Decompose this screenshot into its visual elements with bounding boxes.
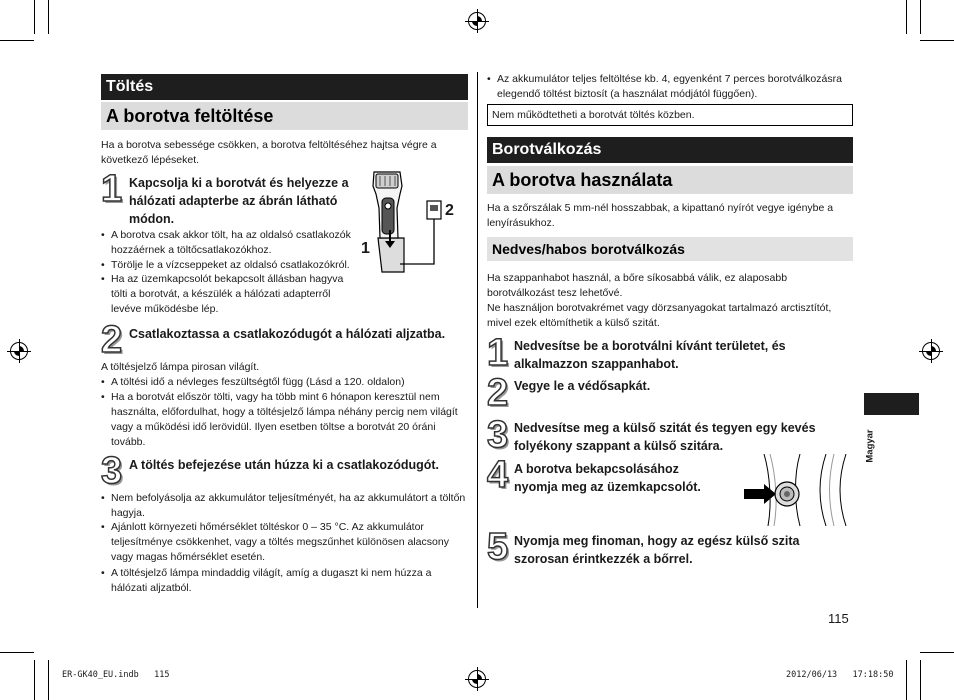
step-number: 5	[487, 526, 509, 568]
step-number: 2	[101, 319, 123, 361]
step-title: Nyomja meg finoman, hogy az egész külső szita szorosan érintkezzék a bőrrel.	[514, 534, 800, 566]
step-number: 3	[101, 450, 123, 492]
intro-text: Ha a szőrszálak 5 mm-nél hosszabbak, a kipattanó nyírót vegye igénybe a lenyírásukhoz.	[487, 202, 834, 229]
power-switch-illustration	[742, 454, 854, 526]
crop-mark	[920, 652, 954, 653]
heading-charging: A borotva feltöltése	[101, 102, 468, 130]
footer-file: ER-GK40_EU.indb 115	[62, 670, 170, 680]
step-title: Nedvesítse meg a külső szitát és tegyen egy kevés folyékony szappant a külső szitára.	[514, 421, 816, 453]
crop-mark	[920, 40, 954, 41]
crop-mark	[920, 0, 921, 34]
crop-mark	[34, 0, 35, 34]
subheading-wet-shaving: Nedves/habos borotválkozás	[487, 237, 853, 261]
step-number: 4	[487, 454, 509, 496]
footer-datetime: 2012/06/13 17:18:50	[786, 670, 894, 680]
figure-label: 1	[361, 240, 370, 257]
crop-mark	[906, 660, 907, 700]
crop-mark	[34, 660, 35, 700]
bullet-item: • A töltési idő a névleges feszültségtől függ (Lásd a 120. oldalon)	[101, 375, 468, 390]
shaver-charging-illustration	[360, 168, 470, 280]
registration-mark-icon	[468, 12, 486, 30]
bullet-item: • A töltésjelző lámpa mindaddig világít, amíg a dugaszt ki nem húzza a hálózati aljzatból.	[101, 566, 468, 596]
bullet-item: • Ajánlott környezeti hőmérséklet töltéskor 0 – 35 °C. Az akkumulátor teljesítménye csökkenhet, vagy a töltés megszűnhet különösen alacsony vagy magas hőmérséklet esetén.	[101, 520, 468, 565]
registration-mark-icon	[10, 342, 28, 360]
crop-mark	[920, 660, 921, 700]
registration-mark-icon	[922, 342, 940, 360]
language-label-text: Magyar	[864, 429, 876, 463]
intro-text: Ha a borotva sebessége csökken, a borotva feltöltéséhez hajtsa végre a következő lépéseket.	[101, 139, 437, 166]
heading-shaving: A borotva használata	[487, 166, 853, 194]
crop-mark	[48, 0, 49, 34]
bullet-item: • Ha a borotvát először tölti, vagy ha több mint 6 hónapon keresztül nem használta, előfordulhat, hogy a töltésjelző lámpa néhány percig nem világít vagy a működési idő lerövidül. Ilyen esetben töltse a borotvát 20 óráni tovább.	[101, 390, 468, 450]
step-number: 1	[101, 168, 123, 210]
registration-mark-icon	[468, 670, 486, 688]
page-number: 115	[828, 611, 849, 626]
step-text: A töltésjelző lámpa pirosan világít.	[101, 361, 260, 373]
bullet-item: • Törölje le a vízcseppeket az oldalsó csatlakozókról.	[101, 258, 357, 273]
step-number: 3	[487, 414, 509, 456]
step-title: Vegye le a védősapkát.	[514, 379, 651, 393]
column-divider	[477, 72, 478, 608]
section-title-charging: Töltés	[101, 74, 468, 100]
crop-mark	[0, 40, 34, 41]
step-title: A töltés befejezése után húzza ki a csatlakozódugót.	[129, 458, 440, 472]
crop-mark	[906, 0, 907, 34]
note-box: Nem működtetheti a borotvát töltés közben.	[487, 104, 853, 126]
language-label	[858, 426, 882, 466]
crop-mark	[48, 660, 49, 700]
figure-label: 2	[445, 202, 454, 219]
body-text: Ha szappanhabot használ, a bőre síkosabbá válik, ez alaposabb borotválkozást tesz lehetővé.	[487, 272, 788, 299]
step-title: Csatlakoztassa a csatlakozódugót a hálózati aljzatba.	[129, 327, 446, 341]
body-text: Ne használjon borotvakrémet vagy dörzsanyagokat tartalmazó arctisztítót, mivel ezek eltömíthetik a külső szitát.	[487, 302, 832, 329]
crop-mark	[0, 652, 34, 653]
step-title: A borotva bekapcsolásához nyomja meg az üzemkapcsolót.	[514, 462, 701, 494]
step-number: 1	[487, 332, 509, 374]
section-title-shaving: Borotválkozás	[487, 137, 853, 163]
bullet-item: • Ha az üzemkapcsolót bekapcsolt állásban hagyva tölti a borotvát, a készülék a hálózati adapterről levéve működésbe lép.	[101, 272, 357, 317]
step-number: 2	[487, 372, 509, 414]
language-tab	[864, 393, 919, 415]
bullet-item: • Az akkumulátor teljes feltöltése kb. 4, egyenként 7 perces borotválkozásra elegendő töltést biztosít (a használat módjától függően).	[487, 72, 855, 102]
bullet-item: • Nem befolyásolja az akkumulátor teljesítményét, ha az akkumulátort a töltőn hagyja.	[101, 491, 468, 521]
bullet-item: • A borotva csak akkor tölt, ha az oldalsó csatlakozók hozzáérnek a töltőcsatlakozókhoz.	[101, 228, 357, 258]
step-title: Kapcsolja ki a borotvát és helyezze a hálózati adapterbe az ábrán látható módon.	[129, 176, 349, 226]
step-title: Nedvesítse be a borotválni kívánt területet, és alkalmazzon szappanhabot.	[514, 339, 786, 371]
